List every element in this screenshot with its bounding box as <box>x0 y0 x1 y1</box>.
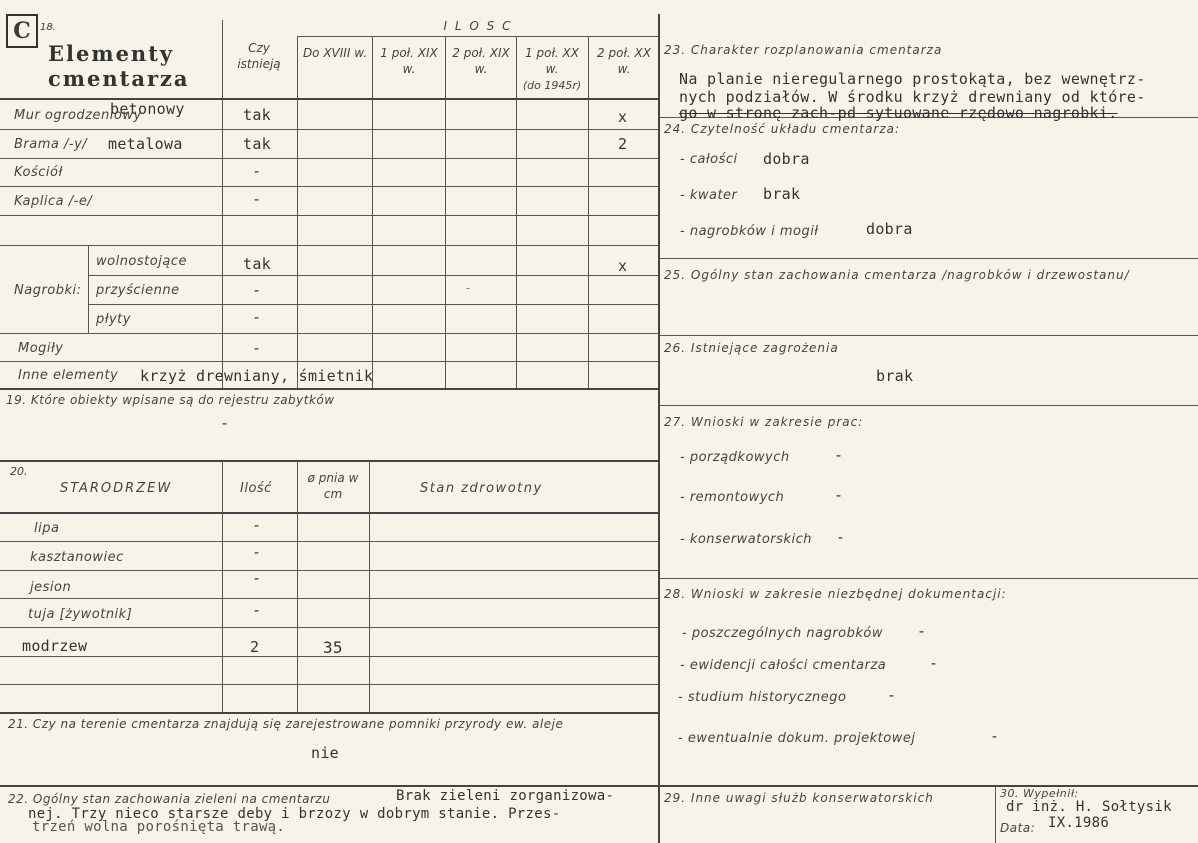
s22-typed1: Brak zieleni zorganizowa- <box>396 788 615 804</box>
s28-item-value: - <box>917 622 927 640</box>
s22-typed2: nej. Trzy nieco starsze deby i brzozy w dobrym stanie. Przes- <box>28 806 561 822</box>
s28-item-label: - ewidencji całości cmentarza <box>680 658 887 673</box>
divider <box>659 258 1198 259</box>
divider <box>0 98 659 100</box>
row-label-mur: Mur ogrodzeniowy <box>14 108 142 123</box>
divider <box>995 785 996 843</box>
tree-ilosc: - <box>252 569 262 587</box>
s28-label: 28. Wnioski w zakresie niezbędnej dokumentacji: <box>664 587 1007 601</box>
header-p2-20: 2 poł. XX w. <box>597 46 651 76</box>
row-p2-20-mur: x <box>618 108 628 126</box>
s28-item-value: - <box>990 727 1000 745</box>
s28-item-value: - <box>887 686 897 704</box>
row-p2-20-brama: 2 <box>618 135 628 153</box>
s23-line3: go w stronę zach-pd sytuowane rzędowo nagrobki. <box>679 104 1118 122</box>
row-label-inne: Inne elementy <box>18 368 119 383</box>
divider <box>659 405 1198 406</box>
divider <box>0 512 659 514</box>
row-typed-mur: betonowy <box>110 100 185 118</box>
section-number: 18. <box>40 22 56 33</box>
divider <box>0 333 659 334</box>
header-czy: Czy istnieją <box>237 41 281 71</box>
s24-kwater-label: - kwater <box>680 188 738 203</box>
divider <box>0 570 659 571</box>
s26-label: 26. Istniejące zagrożenia <box>664 341 839 355</box>
s24-nagrobkow-label: - nagrobków i mogił <box>680 224 819 239</box>
s24-calosci: dobra <box>763 150 810 168</box>
divider <box>588 36 589 388</box>
divider <box>0 129 659 130</box>
s22-label: 22. Ogólny stan zachowania zieleni na cmentarzu <box>8 792 331 806</box>
tree-ilosc: - <box>252 516 262 534</box>
row-czy-przysc: - <box>252 281 262 299</box>
tree-name: jesion <box>30 580 72 595</box>
tree-name: tuja [żywotnik] <box>28 607 133 622</box>
s20-h-ilosc: Ilość <box>240 481 272 496</box>
s26-value: brak <box>876 367 914 385</box>
row-typed-inne: krzyż drewniany, śmietnik <box>140 367 374 385</box>
s20-number: 20. <box>10 465 28 478</box>
header-p1-20-note: (do 1945r) <box>522 79 582 92</box>
header-p2-19: 2 poł. XIX w. <box>452 46 510 76</box>
divider <box>445 36 446 388</box>
s20-h-pnia: ø pnia w cm <box>307 471 359 501</box>
divider <box>88 304 659 305</box>
s20-h-stan: Stan zdrowotny <box>420 481 543 496</box>
divider <box>0 684 659 685</box>
tree-ilosc: 2 <box>250 638 260 656</box>
s25-label: 25. Ogólny stan zachowania cmentarza /nagrobków i drzewostanu/ <box>664 268 1130 282</box>
s19-label: 19. Które obiekty wpisane są do rejestru zabytków <box>6 393 335 407</box>
s27-item-label: - remontowych <box>680 490 785 505</box>
divider <box>297 36 659 37</box>
tree-pnia: 35 <box>323 638 343 657</box>
s24-calosci-label: - całości <box>680 152 738 167</box>
s27-item-value: - <box>834 446 844 464</box>
divider <box>0 627 659 628</box>
header-p1-19: 1 poł. XIX w. <box>380 46 438 76</box>
divider <box>0 215 659 216</box>
row-czy-mur: tak <box>243 106 271 124</box>
s24-kwater: brak <box>763 185 801 203</box>
s30-data-label: Data: <box>1000 821 1036 835</box>
s27-item-label: - porządkowych <box>680 450 790 465</box>
divider <box>297 36 298 388</box>
divider <box>0 541 659 542</box>
header-ilosc: I L O S C <box>443 19 513 33</box>
row-label-brama: Brama /-y/ <box>14 137 88 152</box>
divider <box>0 388 659 390</box>
row-czy-kaplica: - <box>252 190 262 208</box>
row-czy-mogily: - <box>252 339 262 357</box>
s27-item-value: - <box>836 528 846 546</box>
row-czy-wolno: tak <box>243 255 271 273</box>
s29-label: 29. Inne uwagi służb konserwatorskich <box>664 791 934 805</box>
row-label-plyty: płyty <box>96 312 131 327</box>
divider <box>222 460 223 712</box>
s22-typed3: trzeń wolna porośnięta trawą. <box>32 819 286 835</box>
tree-name: kasztanowiec <box>30 550 124 565</box>
divider <box>372 36 373 388</box>
divider <box>0 245 659 246</box>
divider <box>88 275 659 276</box>
divider <box>0 712 659 714</box>
tree-name: lipa <box>34 521 60 536</box>
s28-item-value: - <box>929 654 939 672</box>
s21-label: 21. Czy na terenie cmentarza znajdują się zarejestrowane pomniki przyrody ew. aleje <box>8 717 564 731</box>
header-do18: Do XVIII w. <box>302 46 368 60</box>
tree-name: modrzew <box>22 637 88 655</box>
divider <box>0 361 659 362</box>
s24-label: 24. Czytelność układu cmentarza: <box>664 122 901 136</box>
s27-item-label: - konserwatorskich <box>680 532 812 547</box>
divider <box>658 14 660 843</box>
row-czy-plyty: - <box>252 308 262 326</box>
divider <box>0 460 659 462</box>
row-typed-brama: metalowa <box>108 135 183 153</box>
s19-value: - <box>220 414 230 432</box>
divider <box>0 186 659 187</box>
divider <box>369 460 370 712</box>
s30-label: 30. Wypełnił: <box>1000 787 1079 800</box>
divider <box>659 578 1198 579</box>
divider <box>659 335 1198 336</box>
s30-date: IX.1986 <box>1048 815 1110 831</box>
s23-label: 23. Charakter rozplanowania cmentarza <box>664 43 943 57</box>
s24-nagrobkow: dobra <box>866 220 913 238</box>
s30-name: dr inż. H. Sołtysik <box>1006 799 1172 815</box>
section-title-line1: Elementy <box>48 41 175 66</box>
s27-label: 27. Wnioski w zakresie prac: <box>664 415 864 429</box>
tree-ilosc: - <box>252 543 262 561</box>
row-mark-przysc: - <box>466 281 471 295</box>
divider <box>88 245 89 333</box>
row-label-nagrobki: Nagrobki: <box>14 283 82 298</box>
s23-line2: nych podziałów. W środku krzyż drewniany od które- <box>679 88 1146 106</box>
row-label-kaplica: Kaplica /-e/ <box>14 194 93 209</box>
header-p1-20: 1 poł. XX w. <box>525 46 579 76</box>
section-letter: C <box>6 14 38 48</box>
row-czy-kosciol: - <box>252 162 262 180</box>
s23-line1: Na planie nieregularnego prostokąta, bez wewnętrz- <box>679 70 1146 88</box>
row-p2-20-wolno: x <box>618 257 628 275</box>
section-title-line2: cmentarza <box>48 66 190 91</box>
row-czy-brama: tak <box>243 135 271 153</box>
row-label-przysc: przyścienne <box>96 283 180 298</box>
s21-value: nie <box>311 744 339 762</box>
s28-item-label: - ewentualnie dokum. projektowej <box>678 731 916 746</box>
s28-item-label: - studium historycznego <box>678 690 847 705</box>
divider <box>0 598 659 599</box>
row-label-kosciol: Kościół <box>14 165 63 180</box>
row-label-mogily: Mogiły <box>18 341 64 356</box>
s28-item-label: - poszczególnych nagrobków <box>682 626 883 641</box>
s27-item-value: - <box>834 486 844 504</box>
row-label-wolno: wolnostojące <box>96 254 187 269</box>
s20-title: STARODRZEW <box>60 481 173 496</box>
divider <box>0 158 659 159</box>
tree-ilosc: - <box>252 601 262 619</box>
